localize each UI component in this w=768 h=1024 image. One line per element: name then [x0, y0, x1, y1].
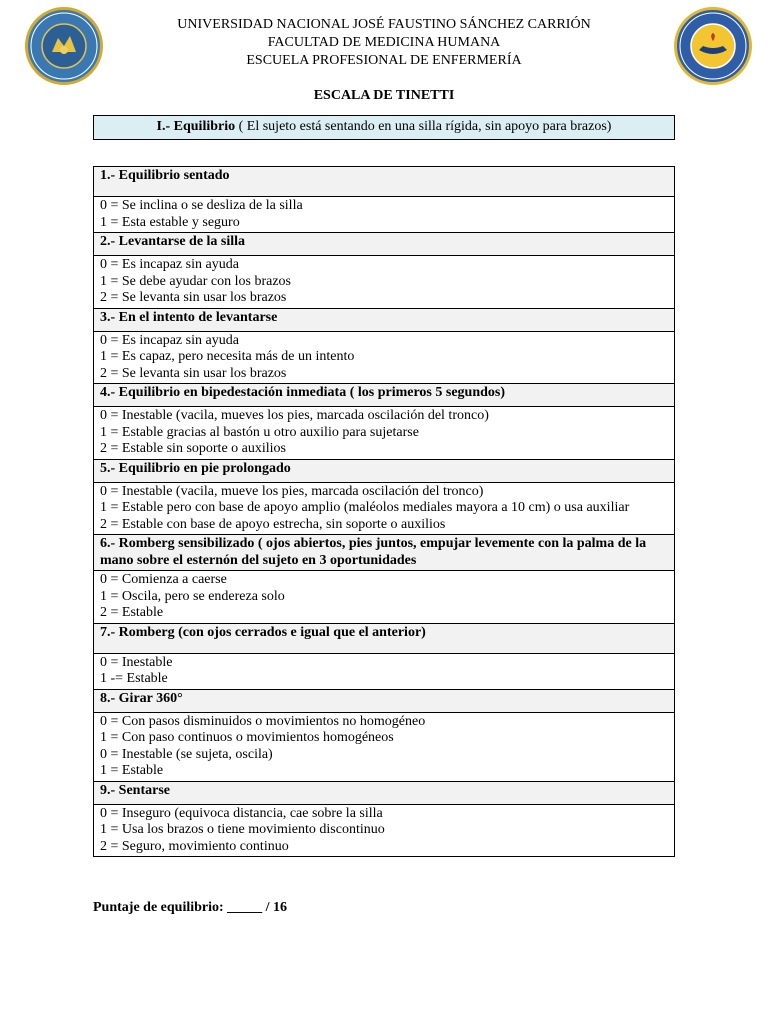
item-options	[94, 712, 675, 781]
option: 1 = Usa los brazos o tiene movimiento discontinuo	[100, 822, 385, 837]
section-description: ( El sujeto está sentando en una silla rígida, sin apoyo para brazos)	[235, 119, 612, 134]
option: 2 = Estable sin soporte o auxilios	[100, 441, 286, 456]
item-heading: 3.- En el intento de levantarse	[94, 308, 675, 331]
item-heading: 4.- Equilibrio en bipedestación inmediata ( los primeros 5 segundos)	[94, 384, 675, 407]
option: 0 = Con pasos disminuidos o movimientos no homogéneo	[100, 713, 426, 729]
item-heading: 7.- Romberg (con ojos cerrados e igual que el anterior)	[94, 623, 675, 653]
item-options	[94, 331, 675, 384]
option: 0 = Inestable (vacila, mueves los pies, marcada oscilación del tronco)	[100, 408, 489, 423]
option: 0 = Comienza a caerse	[100, 572, 227, 587]
option: 0 = Es incapaz sin ayuda	[100, 332, 239, 348]
option: 0 = Se inclina o se desliza de la silla	[100, 198, 303, 213]
document-title: ESCALA DE TINETTI	[313, 88, 455, 103]
university-seal-logo	[25, 7, 103, 85]
institution-header	[110, 16, 658, 70]
item-heading: 2.- Levantarse de la silla	[94, 233, 675, 256]
item-options	[94, 482, 675, 535]
faculty-name: FACULTAD DE MEDICINA HUMANA	[267, 35, 501, 50]
item-options	[94, 653, 675, 689]
item-heading: 1.- Equilibrio sentado	[94, 167, 675, 197]
item-options	[94, 407, 675, 460]
item-options	[94, 197, 675, 233]
balance-score-line: Puntaje de equilibrio: _____ / 16	[93, 900, 288, 915]
item-heading: 8.- Girar 360°	[94, 689, 675, 712]
option: 2 = Estable	[100, 605, 164, 620]
item-heading: 5.- Equilibrio en pie prolongado	[94, 459, 675, 482]
school-name: ESCUELA PROFESIONAL DE ENFERMERÍA	[246, 53, 522, 68]
option: 1 = Es capaz, pero necesita más de un intento	[100, 349, 355, 364]
balance-scale-table	[93, 166, 675, 857]
option: 1 = Con paso continuos o movimientos homogéneos	[100, 730, 394, 745]
option: 2 = Estable con base de apoyo estrecha, sin soporte o auxilios	[100, 516, 446, 532]
option: 1 = Oscila, pero se endereza solo	[100, 588, 285, 604]
option: 0 = Es incapaz sin ayuda	[100, 257, 239, 272]
option: 1 = Estable pero con base de apoyo amplio (maléolos mediales mayora a 10 cm) o usa auxiliar	[100, 500, 630, 515]
nursing-school-seal-logo	[674, 7, 752, 85]
option: 2 = Se levanta sin usar los brazos	[100, 290, 287, 305]
section-heading-box	[93, 115, 675, 140]
item-options	[94, 571, 675, 624]
option: 1 = Estable gracias al bastón u otro auxilio para sujetarse	[100, 424, 419, 440]
option: 1 = Estable	[100, 763, 164, 778]
option: 1 -= Estable	[100, 671, 168, 686]
option: 1 = Esta estable y seguro	[100, 214, 240, 230]
section-label: I.- Equilibrio	[156, 119, 236, 134]
item-options	[94, 804, 675, 857]
option: 2 = Se levanta sin usar los brazos	[100, 365, 287, 381]
option: 0 = Inseguro (equivoca distancia, cae sobre la silla	[100, 805, 383, 821]
item-heading: 9.- Sentarse	[94, 781, 675, 804]
university-name: UNIVERSIDAD NACIONAL JOSÉ FAUSTINO SÁNCHEZ CARRIÓN	[177, 17, 591, 32]
option: 0 = Inestable (se sujeta, oscila)	[100, 746, 273, 762]
item-heading: 6.- Romberg sensibilizado ( ojos abiertos, pies juntos, empujar levemente con la palma de la mano sobre el esternón del sujeto en 3 oportunidades	[94, 535, 675, 571]
option: 0 = Inestable	[100, 654, 173, 670]
item-options	[94, 256, 675, 309]
option: 2 = Seguro, movimiento continuo	[100, 838, 289, 854]
option: 0 = Inestable (vacila, mueve los pies, marcada oscilación del tronco)	[100, 483, 484, 499]
option: 1 = Se debe ayudar con los brazos	[100, 273, 292, 289]
